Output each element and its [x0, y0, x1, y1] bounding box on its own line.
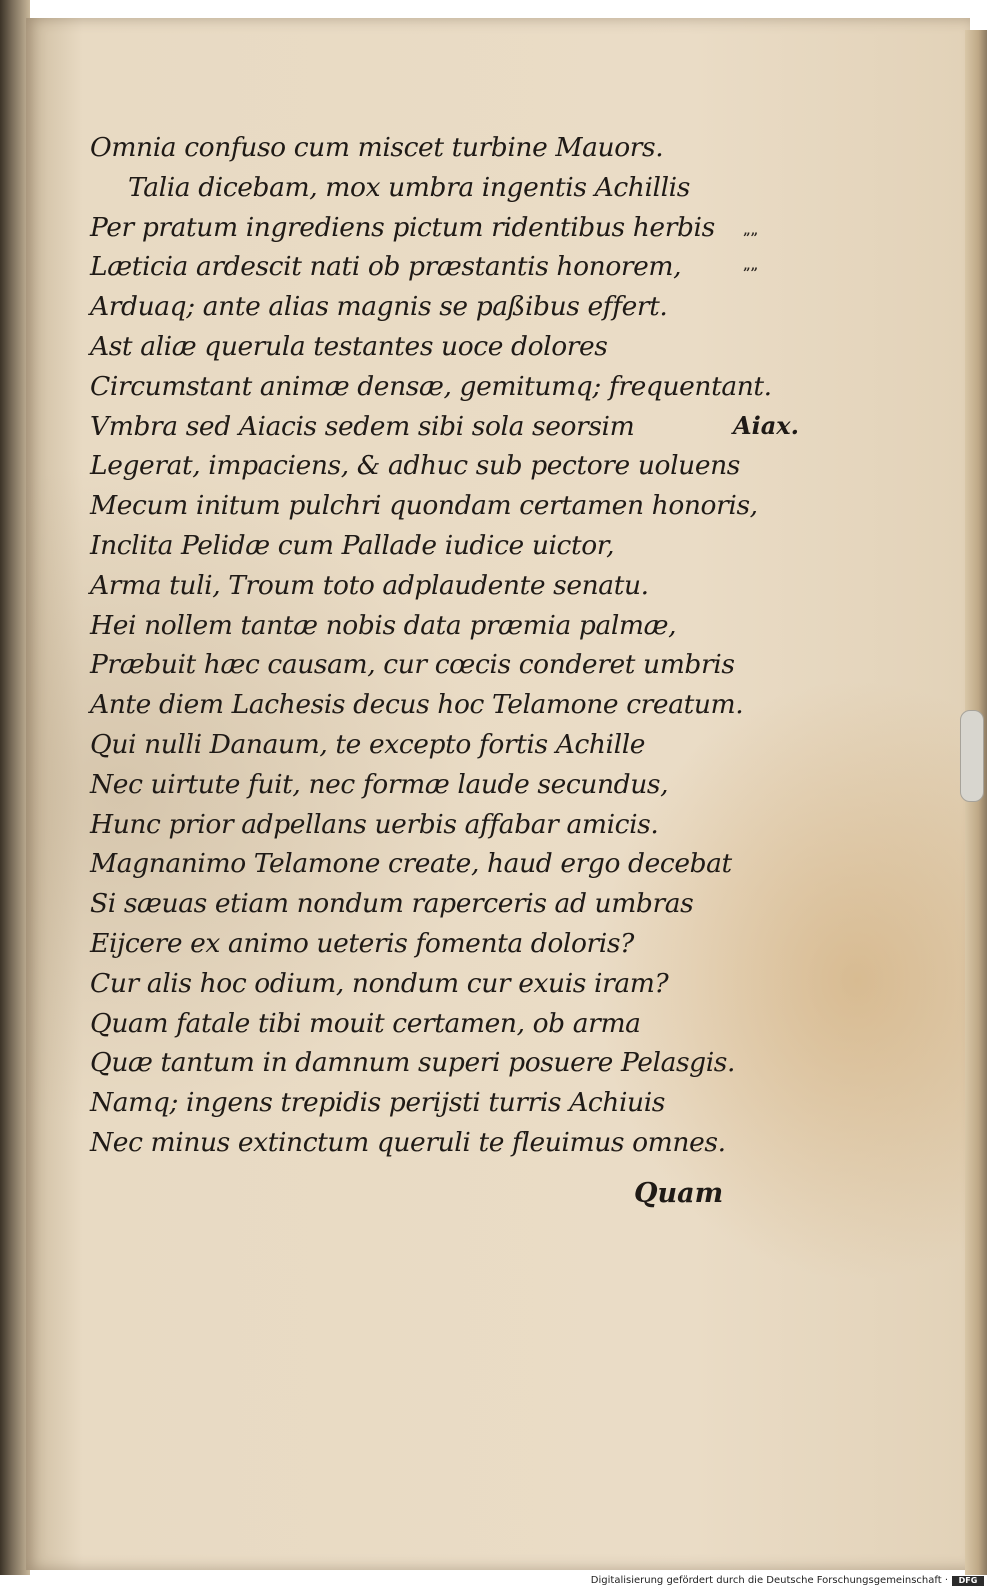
text-line: Cur alis hoc odium, nondum cur exuis iram?	[90, 967, 669, 999]
dfg-logo: DFG	[952, 1576, 984, 1586]
text-line: Hei nollem tantæ nobis data præmia palmæ,	[90, 609, 677, 641]
text-line: Qui nulli Danaum, te excepto fortis Achille	[90, 728, 646, 760]
text-line: Vmbra sed Aiacis sedem sibi sola seorsim	[90, 410, 635, 442]
text-line: Ante diem Lachesis decus hoc Telamone creatum.	[90, 689, 744, 721]
text-line: Hunc prior adpellans uerbis affabar amicis.	[90, 808, 659, 840]
text-line: Nec minus extinctum queruli te fleuimus omnes.	[90, 1126, 726, 1158]
text-line: Omnia confuso cum miscet turbine Mauors.	[90, 132, 664, 163]
text-line: Quæ tantum in damnum superi posuere Pelasgis.	[90, 1047, 736, 1079]
text-line: Arduaq; ante alias magnis se paßibus effert.	[90, 291, 668, 323]
footer-bar	[0, 1575, 1000, 1587]
text-line: Inclita Pelidæ cum Pallade iudice uictor,	[90, 529, 615, 561]
text-line: Eijcere ex animo ueteris fomenta doloris?	[90, 927, 634, 959]
footer-credit: Digitalisierung gefördert durch die Deutsche Forschungsgemeinschaft ·	[590, 1575, 948, 1586]
text-line: Mecum initum pulchri quondam certamen honoris,	[90, 490, 758, 522]
text-line: Nec uirtute fuit, nec formæ laude secundus,	[90, 768, 669, 800]
text-line: Talia dicebam, mox umbra ingentis Achillis	[128, 171, 690, 203]
text-line: Legerat, impaciens, & adhuc sub pectore uoluens	[90, 450, 740, 482]
catchword: Quam	[634, 1178, 724, 1209]
text-line: Namq; ingens trepidis perijsti turris Achiuis	[90, 1087, 665, 1119]
page-clip	[960, 710, 984, 802]
quote-mark-2: ””	[743, 266, 758, 281]
text-line: Magnanimo Telamone create, haud ergo decebat	[90, 848, 732, 880]
marginal-note: Aiax.	[733, 411, 799, 440]
page-edge-right	[965, 30, 987, 1575]
text-line: Quam fatale tibi mouit certamen, ob arma	[90, 1007, 641, 1039]
quote-mark-1: ””	[743, 231, 758, 246]
text-line: Circumstant animæ densæ, gemitumq; frequentant.	[90, 370, 772, 402]
text-line: Ast aliæ querula testantes uoce dolores	[90, 330, 608, 362]
text-line: Arma tuli, Troum toto adplaudente senatu.	[90, 569, 649, 601]
text-line: Præbuit hæc causam, cur cœcis conderet umbris	[90, 649, 735, 681]
text-line: Si sæuas etiam nondum raperceris ad umbras	[90, 888, 694, 920]
text-line: Læticia ardescit nati ob præstantis honorem,	[90, 251, 682, 283]
text-line: Per pratum ingrediens pictum ridentibus herbis	[90, 211, 715, 243]
